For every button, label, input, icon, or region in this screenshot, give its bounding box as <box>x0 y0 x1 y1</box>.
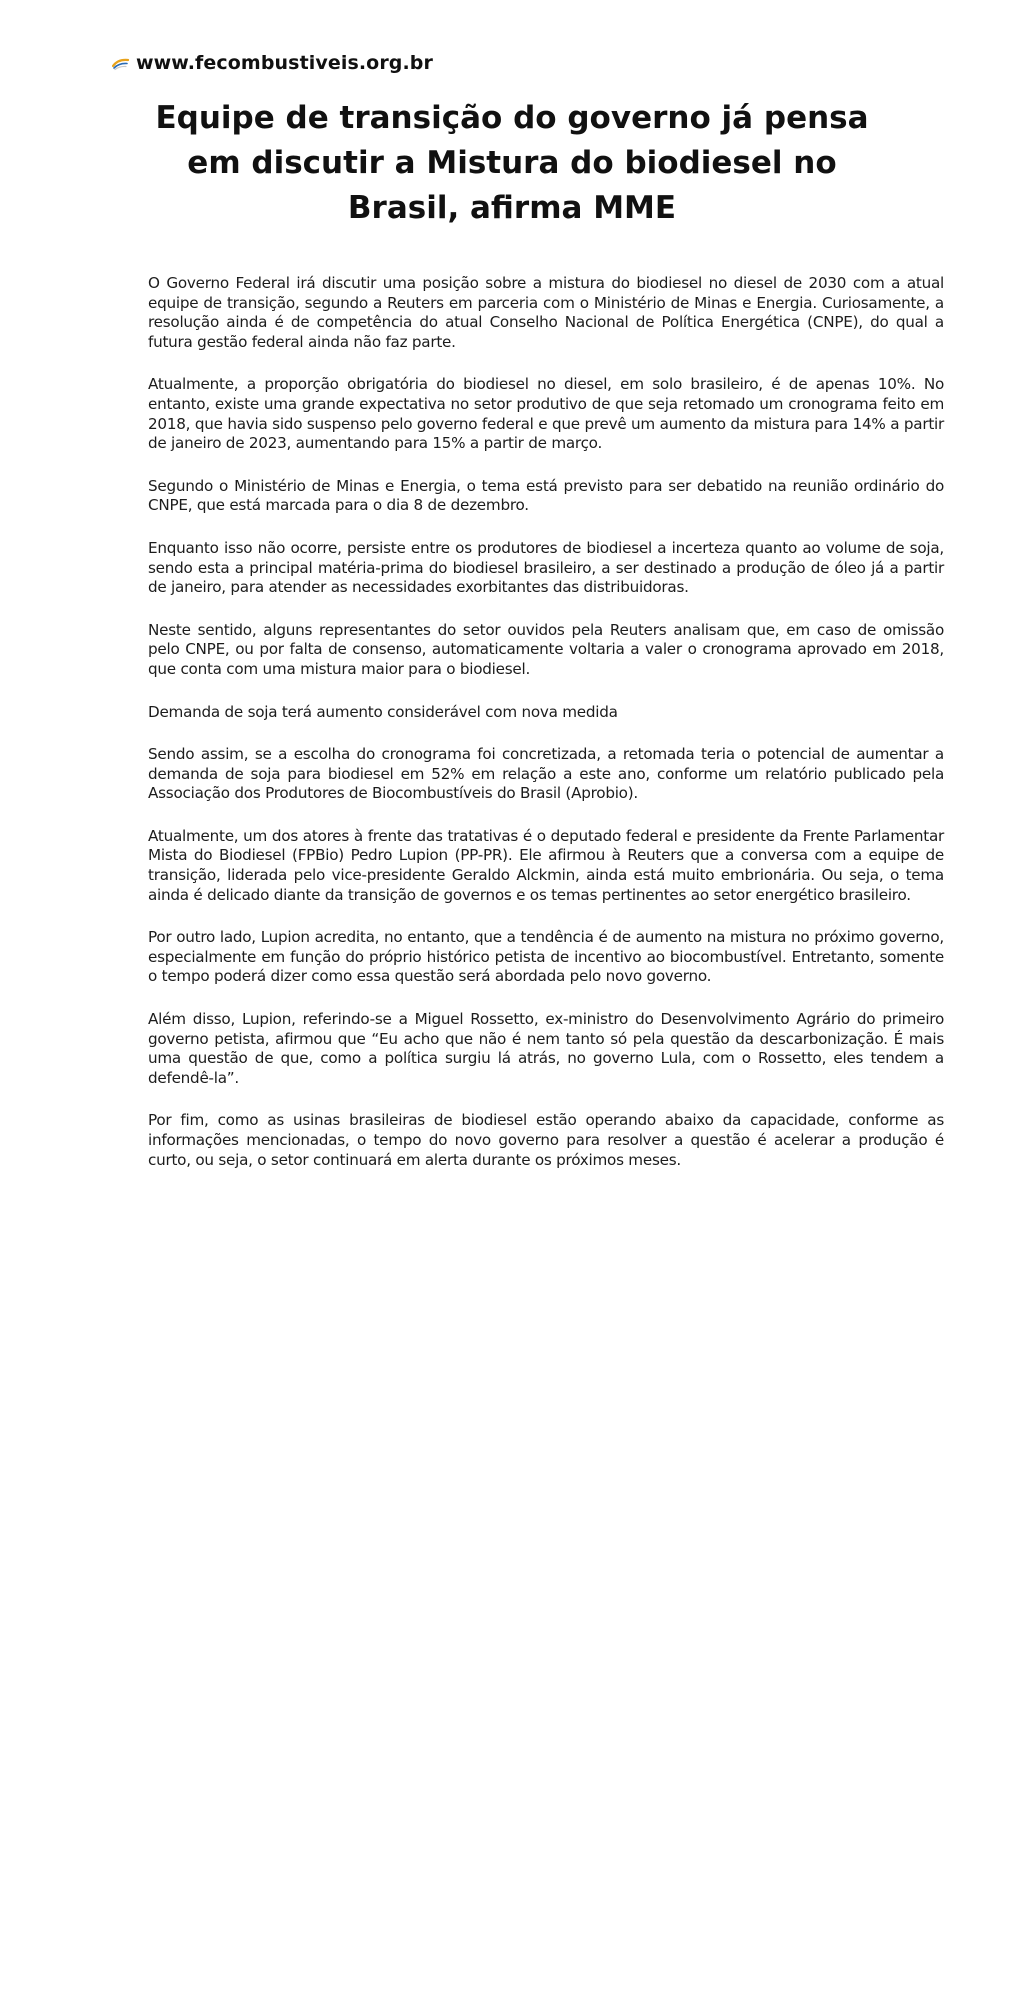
article-paragraph: Atualmente, a proporção obrigatória do biodiesel no diesel, em solo brasileiro, é de apenas 10%. No entanto, existe uma grande expectativa no setor produtivo de que seja retomado um cronograma feito em 2018, que havia sido suspenso pelo governo federal e que prevê um aumento da mistura para 14% a partir de janeiro de 2023, aumentando para 15% a partir de março. <box>148 375 944 453</box>
article-paragraph: Sendo assim, se a escolha do cronograma foi concretizada, a retomada teria o potencial de aumentar a demanda de soja para biodiesel em 52% em relação a este ano, conforme um relatório publicado pela Associação dos Produtores de Biocombustíveis do Brasil (Aprobio). <box>148 745 944 803</box>
article-paragraph: Segundo o Ministério de Minas e Energia, o tema está previsto para ser debatido na reunião ordinário do CNPE, que está marcada para o dia 8 de dezembro. <box>148 476 944 515</box>
article-paragraph: Além disso, Lupion, referindo-se a Miguel Rossetto, ex-ministro do Desenvolvimento Agrário do primeiro governo petista, afirmou que “Eu acho que não é nem tanto só pela questão da descarbonização. É mais uma questão de que, como a política surgiu lá atrás, no governo Lula, com o Rossetto, eles tendem a defendê-la”. <box>148 1010 944 1087</box>
site-header <box>112 52 433 74</box>
article-paragraph: O Governo Federal irá discutir uma posição sobre a mistura do biodiesel no diesel de 2030 com a atual equipe de transição, segundo a Reuters em parceria com o Ministério de Minas e Energia. Curiosamente, a resolução ainda é de competência do atual Conselho Nacional de Política Energética (CNPE), do qual a futura gestão federal ainda não faz parte. <box>148 274 944 351</box>
article-paragraph: Por fim, como as usinas brasileiras de biodiesel estão operando abaixo da capacidade, conforme as informações mencionadas, o tempo do novo governo para resolver a questão é acelerar a produção é curto, ou seja, o setor continuará em alerta durante os próximos meses. <box>148 1111 944 1169</box>
site-url[interactable]: www.fecombustiveis.org.br <box>136 52 433 74</box>
article-paragraph: Enquanto isso não ocorre, persiste entre os produtores de biodiesel a incerteza quanto ao volume de soja, sendo esta a principal matéria-prima do biodiesel brasileiro, a ser destinado a produção de óleo já a partir de janeiro, para atender as necessidades exorbitantes das distribuidoras. <box>148 538 944 597</box>
article-paragraph: Atualmente, um dos atores à frente das tratativas é o deputado federal e presidente da Frente Parlamentar Mista do Biodiesel (FPBio) Pedro Lupion (PP-PR). Ele afirmou à Reuters que a conversa com a equipe de transição, liderada pelo vice-presidente Geraldo Alckmin, ainda está muito embrionária. Ou seja, o tema ainda é delicado diante da transição de governos e os temas pertinentes ao setor energético brasileiro. <box>148 826 944 904</box>
article-body <box>148 274 944 1193</box>
fecombustiveis-logo-icon <box>112 56 130 70</box>
article-subheading: Demanda de soja terá aumento considerável com nova medida <box>148 702 618 721</box>
article-title: Equipe de transição do governo já pensa em discutir a Mistura do biodiesel no Brasil, afirma MME <box>155 100 869 226</box>
article-paragraph: Neste sentido, alguns representantes do setor ouvidos pela Reuters analisam que, em caso de omissão pelo CNPE, ou por falta de consenso, automaticamente voltaria a valer o cronograma aprovado em 2018, que conta com uma mistura maior para o biodiesel. <box>148 620 944 678</box>
article-paragraph: Por outro lado, Lupion acredita, no entanto, que a tendência é de aumento na mistura no próximo governo, especialmente em função do próprio histórico petista de incentivo ao biocombustível. Entretanto, somente o tempo poderá dizer como essa questão será abordada pelo novo governo. <box>148 928 944 986</box>
